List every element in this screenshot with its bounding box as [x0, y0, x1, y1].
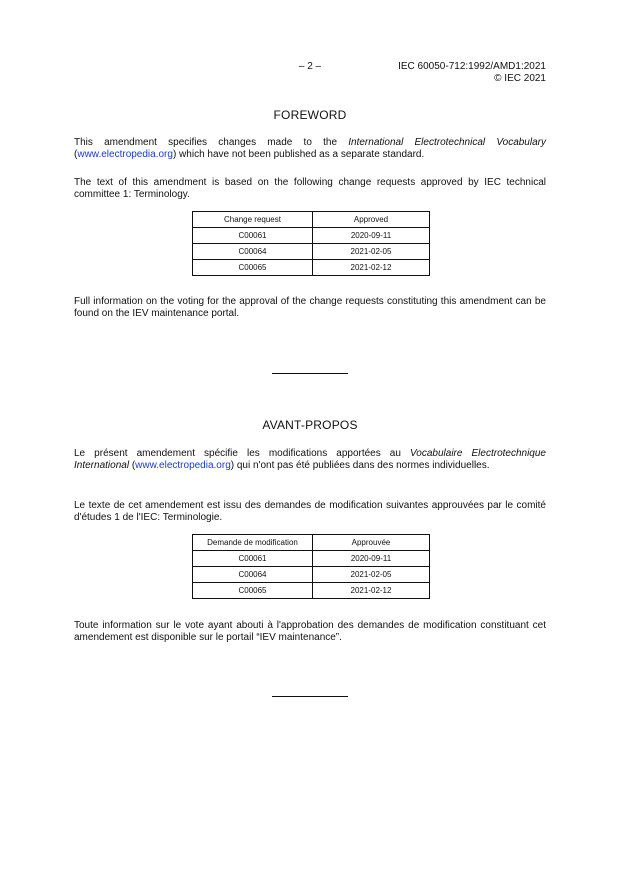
foreword-p1-open: (: [74, 148, 78, 160]
avant-propos-paragraph-3: Toute information sur le vote ayant abouti à l'approbation des demandes de modification constituant cet amendement est disponible sur le portail “IEV maintenance”.: [74, 620, 546, 643]
section-divider: [272, 373, 348, 374]
table-cell: 2021-02-05: [313, 244, 430, 260]
foreword-paragraph-2: The text of this amendment is based on the following change requests approved by IEC technical committee 1: Terminology.: [74, 177, 546, 200]
table-header-row: [193, 212, 430, 228]
table-cell: 2020-09-11: [313, 551, 430, 567]
table-row: [193, 583, 430, 599]
copyright-notice: © IEC 2021: [494, 73, 546, 84]
avant-propos-change-request-table: [192, 534, 430, 599]
foreword-title: FOREWORD: [273, 108, 347, 122]
table-row: [193, 260, 430, 276]
table-cell: C00061: [193, 551, 313, 567]
avant-propos-paragraph-2: Le texte de cet amendement est issu des demandes de modification suivantes approuvées par le comité d'études 1 de l'IEC: Terminologie.: [74, 500, 546, 523]
table-cell: C00061: [193, 228, 313, 244]
table-cell: 2020-09-11: [313, 228, 430, 244]
page-number: – 2 –: [298, 61, 322, 72]
foreword-change-request-table: [192, 211, 430, 276]
document-reference-block: [398, 61, 546, 85]
avant-propos-p1-after: ) qui n'ont pas été publiées dans des normes individuelles.: [230, 459, 490, 471]
table-cell: 2021-02-05: [313, 567, 430, 583]
avant-propos-paragraph-1: [74, 448, 546, 471]
table-header-cell: Approuvée: [313, 535, 430, 551]
table-row: [193, 551, 430, 567]
table-cell: C00065: [193, 260, 313, 276]
table-header-cell: Approved: [313, 212, 430, 228]
table-cell: C00064: [193, 567, 313, 583]
table-header-cell: Change request: [193, 212, 313, 228]
avant-propos-p1-open: (: [129, 459, 136, 471]
table-cell: 2021-02-12: [313, 260, 430, 276]
foreword-p1-italic: International Electrotechnical Vocabulary: [348, 137, 546, 148]
table-header-row: [193, 535, 430, 551]
electropedia-link[interactable]: www.electropedia.org: [135, 459, 231, 471]
electropedia-link[interactable]: www.electropedia.org: [77, 148, 173, 160]
table-cell: C00064: [193, 244, 313, 260]
table-cell: C00065: [193, 583, 313, 599]
table-header-cell: Demande de modification: [193, 535, 313, 551]
foreword-paragraph-1: [74, 137, 546, 160]
table-cell: 2021-02-12: [313, 583, 430, 599]
document-reference: IEC 60050-712:1992/AMD1:2021: [398, 61, 546, 72]
avant-propos-title: AVANT-PROPOS: [262, 418, 358, 432]
avant-propos-p1-italic: Vocabulaire Electrotechnique International: [74, 448, 546, 471]
foreword-p1-after: ) which have not been published as a separate standard.: [172, 148, 425, 160]
table-row: [193, 228, 430, 244]
table-row: [193, 244, 430, 260]
section-divider: [272, 696, 348, 697]
foreword-paragraph-3: Full information on the voting for the approval of the change requests constituting this amendment can be found on the IEV maintenance portal.: [74, 296, 546, 319]
table-row: [193, 567, 430, 583]
foreword-p1-text: This amendment specifies changes made to the: [74, 137, 349, 148]
avant-propos-p1-text: Le présent amendement spécifie les modifications apportées au: [74, 448, 410, 459]
